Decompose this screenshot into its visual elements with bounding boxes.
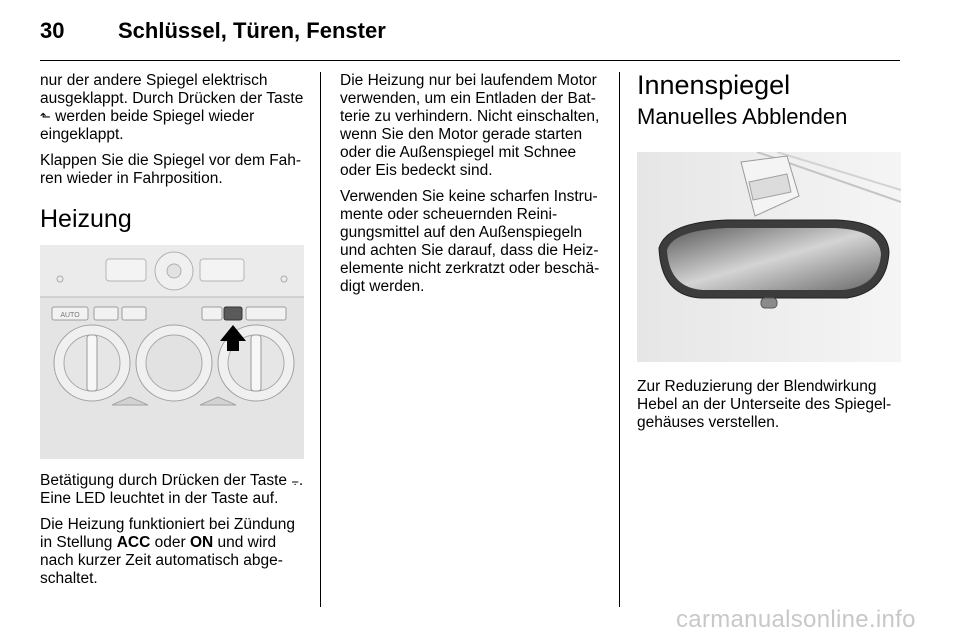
page-number: 30: [40, 18, 65, 43]
rearview-mirror-illustration: [637, 152, 901, 362]
text-fragment: und wird nach kurzer Zeit automatisch abgeschaltet.: [40, 534, 283, 587]
paragraph-ignition: [40, 516, 304, 588]
column-left: [40, 72, 304, 233]
text-fragment: oder: [150, 534, 190, 551]
text-fragment: . Eine LED leuchtet in der Taste auf.: [40, 472, 304, 507]
mirror-fold-icon: ⬑: [40, 110, 51, 125]
watermark: carmanualsonline.info: [676, 606, 916, 633]
header-rule: [40, 60, 900, 61]
paragraph-operation: [40, 472, 304, 508]
column-right-lower: [637, 378, 901, 440]
text-fragment: nur der andere Spiegel elektrisch ausgeklappt. Durch Drücken der Taste: [40, 72, 304, 107]
auto-button-label: AUTO: [60, 312, 80, 319]
paragraph-dimming: Zur Reduzierung der Blendwirkung Hebel an der Unterseite des Spiegelgehäuses verstellen.: [637, 378, 892, 431]
page-header: [40, 18, 900, 54]
heading-innenspiegel: Innenspiegel: [637, 70, 791, 100]
column-left-lower: [40, 472, 304, 596]
paragraph-fold-back: Klappen Sie die Spiegel vor dem Fahren wieder in Fahrposition.: [40, 152, 302, 187]
heading-manuelles-abblenden: Manuelles Abblenden: [637, 104, 848, 129]
paragraph-engine-running: Die Heizung nur bei laufendem Motor verwenden, um ein Entladen der Batterie zu verhindern. Nicht einschalten, wenn Sie den Motor gerade starten oder die Außenspiegel mit Schnee oder Eis bedeckt sind.: [340, 72, 600, 179]
climate-panel-figure: [40, 245, 304, 459]
column-divider-2: [619, 72, 620, 607]
text-on: ON: [189, 534, 214, 551]
column-divider-1: [320, 72, 321, 607]
paragraph-care: Verwenden Sie keine scharfen Instrumente oder scheuernden Reinigungsmittel auf den Außenspiegeln und achten Sie darauf, dass die Heizelemente nicht zerkratzt oder beschädigt werden.: [340, 188, 600, 295]
text-acc: ACC: [116, 534, 151, 551]
text-fragment: Betätigung durch Drücken der Taste: [40, 472, 292, 489]
text-fragment: werden beide Spiegel wieder eingeklappt.: [40, 108, 255, 143]
text-fragment: Die Heizung funktioniert bei Zündung in Stellung: [40, 516, 296, 551]
column-middle: [340, 72, 604, 304]
column-right: [637, 70, 901, 129]
rearview-mirror-figure: [637, 152, 901, 362]
heading-heizung: Heizung: [40, 205, 132, 233]
page-title: Schlüssel, Türen, Fenster: [118, 18, 386, 43]
paragraph-fold-mirrors: [40, 72, 304, 144]
climate-panel-illustration: [40, 245, 304, 459]
heated-mirror-icon: ⨪: [291, 474, 299, 489]
